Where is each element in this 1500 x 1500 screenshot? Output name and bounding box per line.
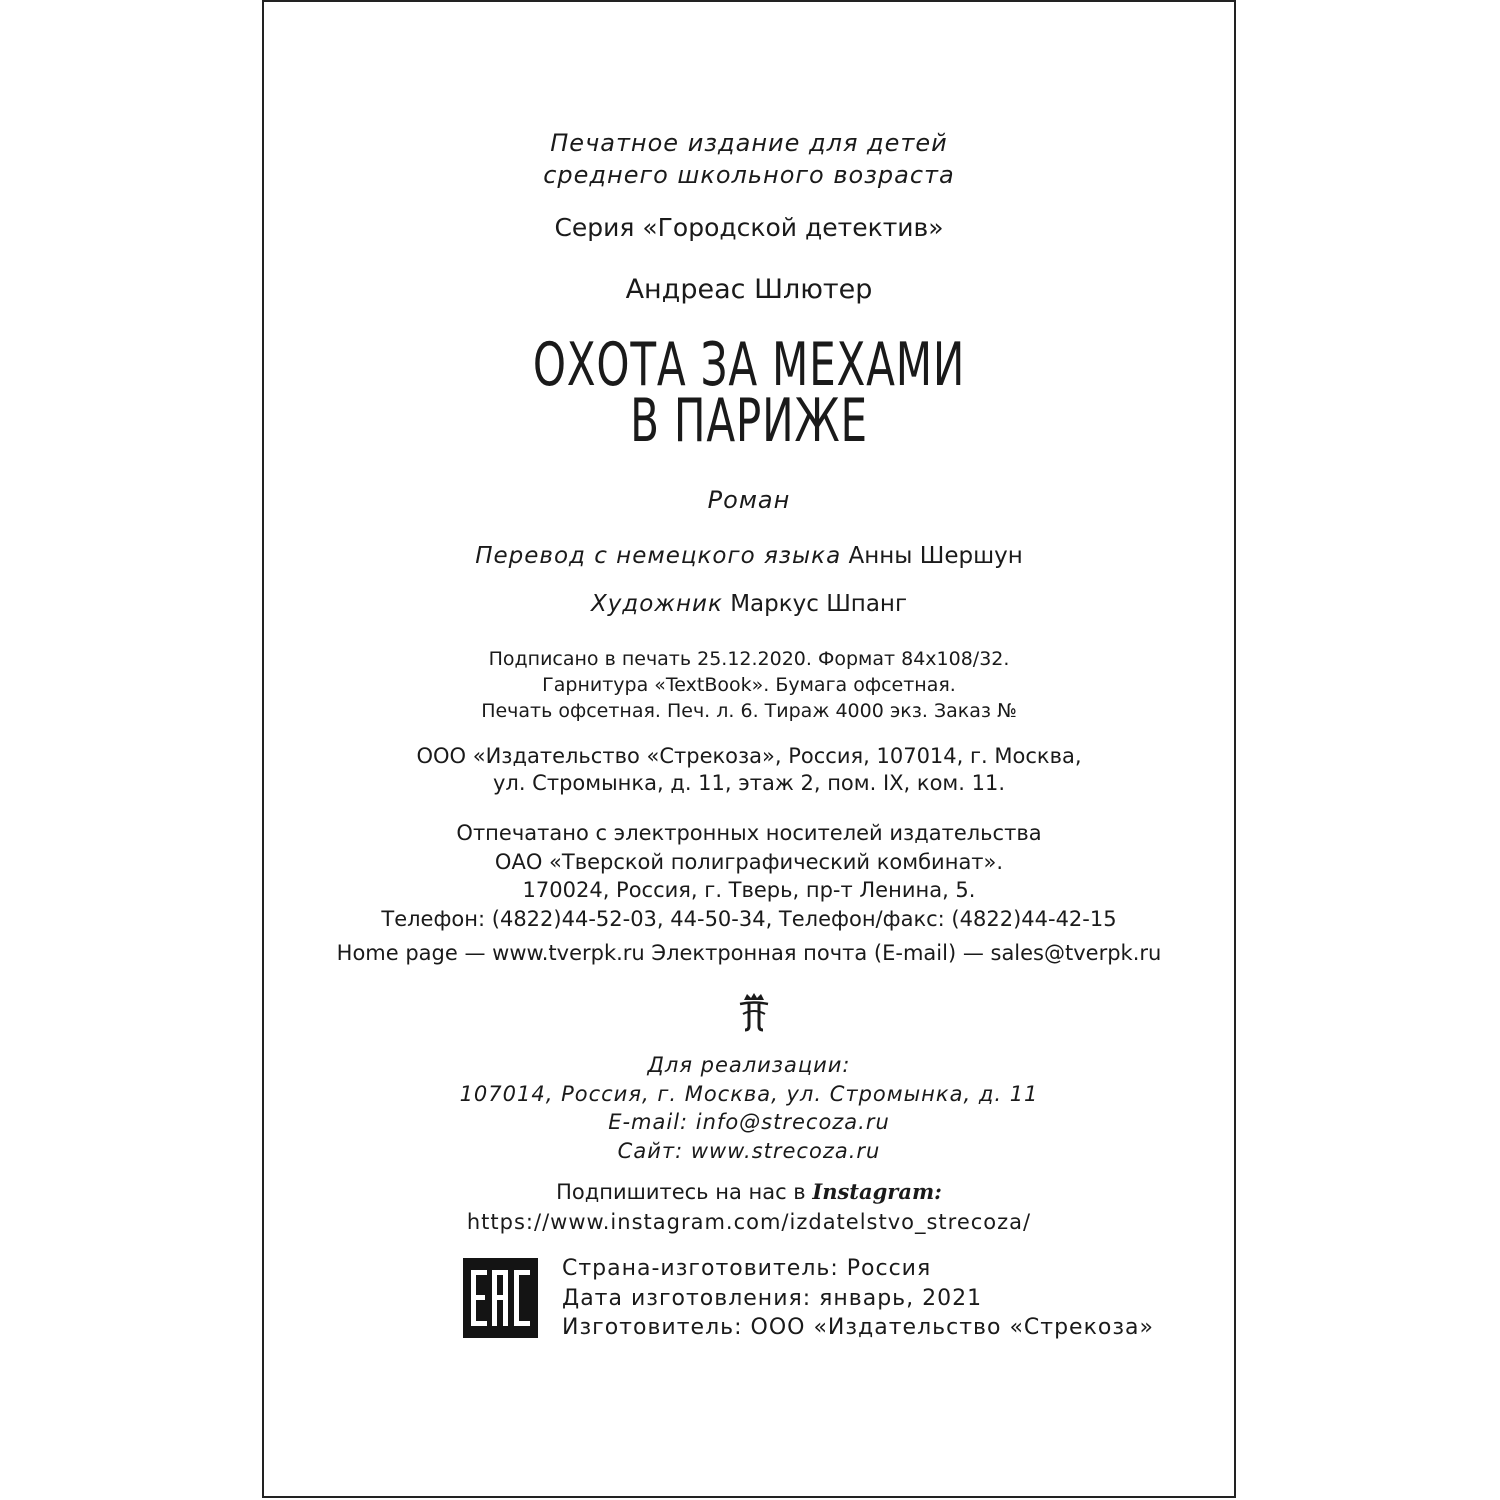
translation-credit bbox=[264, 543, 1234, 569]
series-name: Серия «Городской детектив» bbox=[554, 213, 944, 242]
imprint-line-3: Печать офсетная. Печ. л. 6. Тираж 4000 экз. Заказ № bbox=[481, 700, 1017, 722]
manufacturer-block bbox=[562, 1254, 1154, 1343]
translation-label: Перевод с немецкого языка bbox=[475, 543, 842, 569]
publisher-address-line-1: ООО «Издательство «Стрекоза», Россия, 107014, г. Москва, bbox=[416, 744, 1082, 768]
sales-site: Сайт: www.strecoza.ru bbox=[617, 1139, 881, 1163]
audience-line-1: Печатное издание для детей bbox=[550, 129, 948, 157]
illustrator-credit bbox=[264, 591, 1234, 617]
illustrator-name: Маркус Шпанг bbox=[730, 591, 908, 617]
sales-email: E-mail: info@strecoza.ru bbox=[608, 1110, 890, 1134]
imprint-line-2: Гарнитура «TextBook». Бумага офсетная. bbox=[542, 674, 956, 696]
book-imprint-page bbox=[262, 0, 1236, 1498]
printer-line-1: Отпечатано с электронных носителей издательства bbox=[456, 821, 1042, 845]
sales-heading: Для реализации: bbox=[647, 1053, 851, 1077]
printer-web-line: Home page — www.tverpk.ru Электронная почта (E-mail) — sales@tverpk.ru bbox=[336, 941, 1162, 965]
genre: Роман bbox=[707, 486, 791, 514]
sales-address: 107014, Россия, г. Москва, ул. Стромынка, д. 11 bbox=[459, 1082, 1039, 1106]
instagram-url[interactable]: https://www.instagram.com/izdatelstvo_strecoza/ bbox=[466, 1210, 1032, 1234]
printer-line-3: 170024, Россия, г. Тверь, пр-т Ленина, 5. bbox=[522, 878, 976, 902]
book-title-line-1: ОХОТА ЗА МЕХАМИ bbox=[532, 330, 966, 400]
author-name: Андреас Шлютер bbox=[625, 274, 873, 305]
eac-mark-icon bbox=[463, 1258, 538, 1338]
printer-line-4: Телефон: (4822)44-52-03, 44-50-34, Телефон/факс: (4822)44-42-15 bbox=[381, 907, 1117, 931]
social-prompt bbox=[264, 1177, 1234, 1207]
manufacturer-name: Изготовитель: ООО «Издательство «Стрекоза» bbox=[562, 1315, 1154, 1340]
social-text: Подпишитесь на нас в bbox=[556, 1180, 806, 1204]
imprint-line-1: Подписано в печать 25.12.2020. Формат 84х108/32. bbox=[488, 648, 1010, 670]
publisher-address-line-2: ул. Стромынка, д. 11, этаж 2, пом. IX, ком. 11. bbox=[492, 771, 1006, 795]
manufacturer-country: Страна-изготовитель: Россия bbox=[562, 1256, 932, 1281]
printer-line-2: ОАО «Тверской полиграфический комбинат». bbox=[494, 850, 1004, 874]
book-title-line-2: В ПАРИЖЕ bbox=[630, 386, 868, 456]
audience-line-2: среднего школьного возраста bbox=[543, 161, 955, 189]
translator-name: Анны Шершун bbox=[848, 543, 1023, 569]
illustrator-label: Художник bbox=[590, 591, 723, 617]
instagram-wordmark: Instagram: bbox=[812, 1179, 942, 1204]
manufacture-date: Дата изготовления: январь, 2021 bbox=[562, 1285, 983, 1311]
printer-logo bbox=[732, 992, 776, 1032]
